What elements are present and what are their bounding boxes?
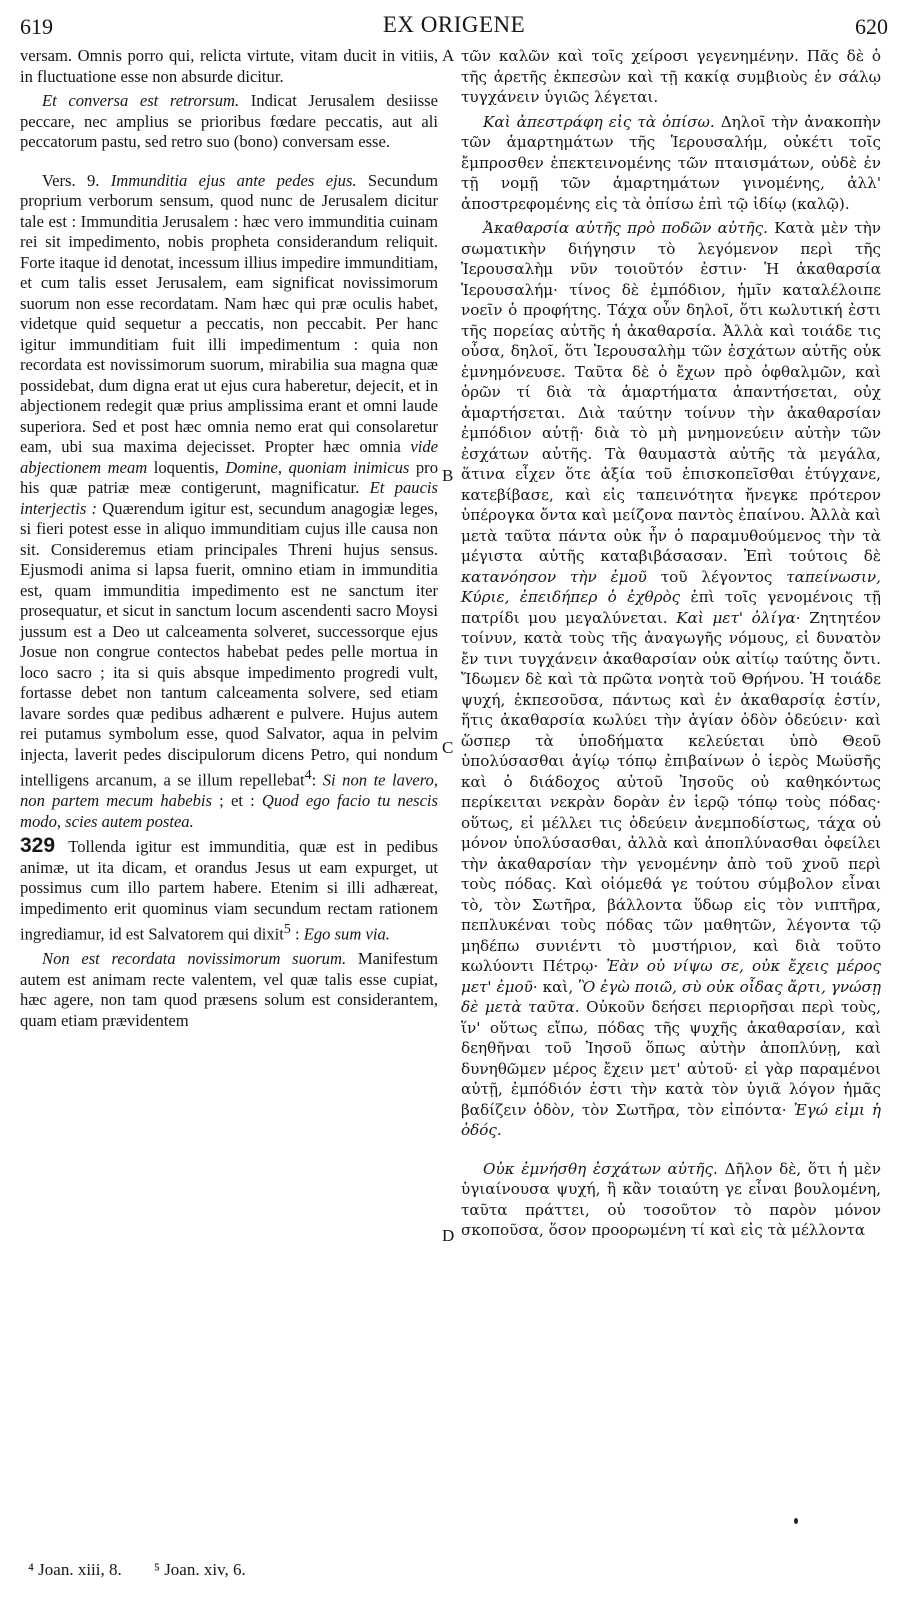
margin-marker-a: A [442,46,455,65]
quotation: Ego sum via. [303,924,390,944]
paragraph-text: Ζητητέον τοίνυν, κατὰ τοὺς τῆς ἀναγωγῆς νόμους, εἰ δυνατὸν ἔν τινι τυγχάνειν ἀκαθαρσίαν οὐκ αἰτίῳ ταύτης ὄντι. Ἴδωμεν δὲ καὶ τὰ πρῶτα νοητὰ τοῦ Θρήνου. Ἡ τοιάδε ψυχή, ἐκπεσοῦσα, πάντως καὶ ἐν ἀκαθαρσίᾳ ἐστίν, ἥτις ἀκαθαρσία κωλύει τὴν ἁγίαν ὁδὸν ὁδεύειν· καὶ ὥσπερ τὰ ὑποδήματα κελεύεται ὑπὸ Θεοῦ ὑπολύσασθαι ἁγίῳ τόπῳ ἐπιβαίνων ὁ ἱερὸς Μωϋσῆς καὶ ὁ διάδοχος αὐτοῦ Ἰησοῦς οὐ καθηκόντως περίκειται νεκρὰν δορὰν ἐν ἱερῷ τόπῳ τοὺς πόδας· οὕτως, εἰ μέλλει τις ὁδεύειν ἀνεμποδίστως, τάχα οὐ μόνον ὑπολύσασθαι, ἀλλὰ καὶ ἀποπλύνασθαι ὀφείλει τὴν ἀκαθαρσίαν τὴν γενομένην ἀπὸ τοῦ χνοῦ περὶ τοὺς πόδας. Καὶ οἰόμεθά γε τούτου σύμβολον εἶναι τὸ, τὸν Σωτῆρα, βάλλοντα ὕδωρ εἰς τὸν νιπτῆρα, πεπλυκέναι τοὺς πόδας τῶν μαθητῶν, λέγοντα τῷ μηδέπω συνιέντι τὸ μυστήριον, καὶ διὰ τοῦτο κωλύοντι Πέτρῳ· [461,608,881,975]
quotation: Ἐγώ εἰμι ἡ ὁδός. [461,1100,881,1139]
margin-marker-d: D [442,1226,455,1245]
lemma: Οὐκ ἐμνήσθη ἐσχάτων αὐτῆς. [483,1159,718,1178]
quotation: Si non te lavero, non partem mecum habebis [20,770,438,811]
paragraph-text: Secundum proprium verborum sensum, quod nunc de Jerusalem dicitur tale est : Immunditia Jerusalem : hæc vero immunditia cuinam rei sit impedimento, nobis propheta considerandum reliquit. Forte itaque id denotat, incessum illius impedire immunditiam, et cum talis esset Jerusalem, eam significat novissimorum suorum non esse recordatam. Nam hæc qui præ oculis habet, videtque quid sequetur a peccatis, non peccabit. Per hanc igitur immunditiam fuit illi impedimentum : quia non recordata est novissimorum suorum, mirabilia sua magna quæ possidebat, dum digna erat ut ejus cura haberetur, dejecit, et in abjectionem redegit quæ prius amplissima erant et omni laude superiora. Sed et post hæc omnia nemo erat qui consolaretur eam, ubi sua maxima dejecisset. Propter hæc omnia [20,170,439,456]
margin-marker-b: B [442,466,454,485]
quotation: κατανόησον τὴν ἐμοῦ [461,567,647,586]
greek-column [461,46,881,1241]
footnote: ⁵ Joan. xiv, 6. [154,1560,246,1579]
lemma: Καὶ ἀπεστράφη εἰς τὰ ὀπίσω. [483,112,715,131]
paragraph-text: τοῦ λέγοντος [646,567,787,586]
latin-paragraph [20,949,438,1031]
margin-marker-c: C [442,738,454,757]
running-header [0,12,908,46]
greek-paragraph [461,1159,881,1241]
paragraph-text: pro his quæ patriæ meæ contigerunt, magnificatur. [20,457,438,497]
lemma: Non est recordata novissimorum suorum. [42,949,347,969]
lemma: Et conversa est retrorsum. [42,91,240,110]
print-speck [794,1518,798,1524]
paragraph-text: Indicat Jerusalem desiisse peccare, nec amplius se prioribus fœdare peccatis, aut ali peccatorum pastu, sed retro suo (bono) conversam esse. [20,91,438,151]
paragraph-text: Οὐκοῦν δεήσει περιορῆσαι περὶ τοὺς, ἵν' οὕτως εἴπω, πόδας τῆς ψυχῆς ἀκαθαρσίαν, καὶ δεηθῆναι τοῦ Ἰησοῦ ὅπως αὐτὴν ἀποπλύνῃ, καὶ δυνηθῶμεν μέρος ἔχειν μετ' αὐτοῦ· εἰ γὰρ παραμένοι αὐτῇ, ἐμπόδιόν ἐστι τὴν κατὰ τὸν ὑγιᾶ λόγον ἡμᾶς βαδίζειν ὁδὸν, τὸν Σωτῆρα, τὸν εἰπόντα· [461,998,881,1119]
paragraph-text: ; et : [212,791,262,811]
footnote-ref: 5 [283,921,291,937]
lemma: Immunditia ejus ante pedes ejus. [110,170,357,190]
quotation: Quod ego facio tu nescis modo, scies autem postea. [20,791,438,831]
quotation: Ἐὰν οὐ νίψω σε, οὐκ ἔχεις μέρος μετ' ἐμοῦ [461,957,882,996]
latin-column [20,46,438,1031]
paragraph-text: : [290,924,304,944]
paragraph-text: : [311,770,323,790]
latin-paragraph [20,171,438,833]
quotation: Domine, quoniam inimicus [225,457,410,477]
page-number-left: 619 [20,14,53,39]
running-title: EX ORIGENE [382,12,526,37]
paragraph-text: Δηλοῖ τὴν ἀνακοπὴν τῶν ἁμαρτημάτων τῆς Ἱερουσαλήμ, οὐκέτι τοῖς ἔμπροσθεν ἐπεκτεινομένης τῶν πταισμάτων, οὐδὲ ἐν τῇ νομῇ τῶν ἁμαρτημάτων γινομένης, ἀλλ' ἀποστρεφομένης εἰς τὰ ὀπίσω ἐπὶ τῷ ἰδίῳ (καλῷ). [461,112,881,213]
footnote: ⁴ Joan. xiii, 8. [28,1560,122,1579]
paragraph-text: · καὶ, [532,977,579,996]
paragraph-text: Quærendum igitur est, secundum anagogiæ leges, si fieri potest esse in aliquo immunditiam cujus ille causa non sit. Consideremus etiam principales Threni hujus sensus. Ejusmodi anima si lapsa fuerit, omnino etiam in immunditia est, quam immunditia impedimento est ne sanctum iter prosequatur, et sicut in sanctum locum ascendenti sacro Moysi jussum est a Deo ut calceamenta solveret, successorque ejus Josue non congrue contectos habebat pedes pelle mortua in loco sacro ; ita si quis absque impedimento progredi vult, fortasse debet non tantum calceamenta solvere, sed etiam lavare sordes quæ pedibus adhærent e pulvere. Hujus autem rei putamus symbolum esse, quod Salvator, aqua in pelvim injecta, laverit pedes discipulorum dicens Petro, qui nondum intelligens arcanum, a se illum repellebat [20,498,438,790]
quotation: ταπείνωσιν, Κύριε, ἐπειδήπερ ὁ ἐχθρὸς [461,567,881,606]
quotation: Et paucis interjectis : [20,478,438,518]
paragraph-text: Manifestum autem est animam recte valentem, vel quæ talis esse cupiat, hæc agere, non tam quod præsens solum est considerantem, quam etiam prævidentem [20,949,439,1030]
greek-paragraph: τῶν καλῶν καὶ τοῖς χείροσι γεγενημένην. Πᾶς δὲ ὁ τῆς ἀρετῆς ἐκπεσὼν καὶ τῇ κακίᾳ συμβιοὺς ἐν σάλῳ τυγχάνειν ὑγιῶς λέγεται. [461,47,881,106]
lemma: Ἀκαθαρσία αὐτῆς πρὸ ποδῶν αὐτῆς. [483,219,768,237]
greek-paragraph [461,218,881,1141]
quotation: Καὶ μετ' ὀλίγα· [676,608,801,627]
verse-label: Vers. 9. [42,170,111,190]
page-number-right: 620 [855,14,888,39]
latin-paragraph: versam. Omnis porro qui, relicta virtute, vitam ducit in vitiis, in fluctuatione esse non absurde dicitur. [20,46,438,86]
paragraph-text: Κατὰ μὲν τὴν σωματικὴν διήγησιν τὸ λεγόμενον περὶ τῆς Ἱερουσαλὴμ νῦν τοιοῦτόν ἐστιν· Ἡ ἀκαθαρσία Ἱερουσαλήμ· τίνος δὲ ἐμπόδιον, ἡμῖν καταλέλοιπε νοεῖν ὁ προφήτης. Τάχα οὖν δηλοῖ, ὅτι κωλυτική ἐστι τῆς πορείας αὐτῆς ἡ ἀκαθαρσία. Ἀλλὰ καὶ τοιάδε τις οὖσα, δηλοῖ, ὅτι Ἱερουσαλὴμ τῶν ἐσχάτων αὐτῆς οὐκ ἐμνημόνευσε. Ταῦτα δὲ ὁ ἔχων πρὸ ὀφθαλμῶν, καὶ ὁρῶν τί διὰ τὰ ἁμαρτήματα ἀπαντήσεται, οὐχ ἁμαρτήσεται. Διὰ ταύτην τοίνυν τὴν ἀκαθαρσίαν ἐμπόδιον αὐτῇ· διὰ τὸ μὴ μνημονεύειν αὐτὴν τῶν ἐσχάτων αὐτῆς. Τὰ θαυμαστὰ αὐτῆς τὰ μεγάλα, ἅτινα εἶχεν ὅτε ἀξία τοῦ ἐπισκοπεῖσθαι ἐτύγχανε, κατεβίβασε, καὶ εἰς ταπεινότητα ἤνεγκε πρότερον ὑπέρογκα ὄντα καὶ μείζονα παντὸς ἐπαίνου. Ἀλλὰ καὶ μετὰ ταῦτα πάντα οὐκ ἦν ὁ παραμυθούμενος τὴν τὰ μέγιστα αὐτῆς καταβιβάσασαν. Ἐπὶ τούτοις δὲ [461,219,881,565]
paragraph-text: Tollenda igitur est immunditia, quæ est in pedibus animæ, ut ita dicam, et orandus Jesus ut eam expurget, ut possimus cum illo partem habere. Etenim si illi adhæreat, impedimento erit quominus viam secundum rectam rationem ingrediamur, id est Salvatorem qui dixit [20,837,438,944]
paragraph-text: loquentis, [147,457,226,477]
footnote-ref: 4 [304,767,312,782]
latin-paragraph [20,91,438,153]
quotation: Ὃ ἐγὼ ποιῶ, σὺ οὐκ οἶδας ἄρτι, γνώσῃ δὲ μετὰ ταῦτα. [461,977,882,1016]
section-number: 329 [20,834,56,858]
quotation: vide abjectionem meam [20,437,438,477]
latin-paragraph [20,836,438,945]
paragraph-text: Δῆλον δὲ, ὅτι ἡ μὲν ὑγιαίνουσα ψυχή, ἢ κἂν τοιαύτη γε εἶναι βουλομένη, ταῦτα πράττει, οὐ τοσοῦτον τὸ παρὸν μόνον σκοποῦσα, ὅσον προορωμένη τί καὶ εἰς τὰ μέλλοντα [461,1159,881,1239]
greek-paragraph [461,112,881,215]
paragraph-text: ἐπὶ τοῖς γενομένοις τῇ πατρίδι μου μεγαλύνεται. [461,588,881,627]
footnotes [28,1560,274,1580]
